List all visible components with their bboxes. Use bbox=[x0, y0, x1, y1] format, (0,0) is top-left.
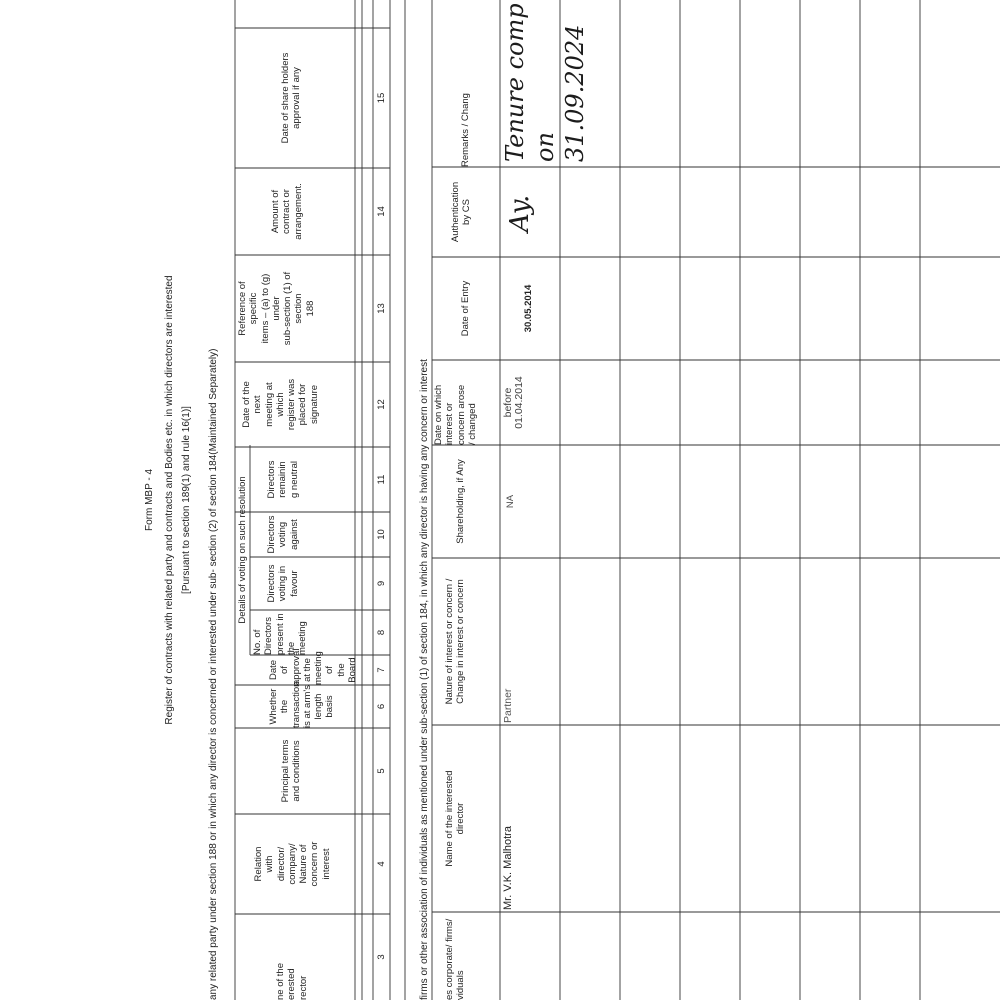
col-15-header: Date of share holders approval if any bbox=[280, 52, 303, 144]
form-pursuant: [Pursuant to section 189(1) and rule 16(1)] bbox=[181, 406, 192, 594]
date-arose-header: Date on which interest or concern arose / changed bbox=[433, 384, 478, 445]
col-9-number: 9 bbox=[376, 580, 387, 587]
remarks-cell: Tenure comp on 31.09.2024 bbox=[501, 3, 589, 162]
shareholding-header: Shareholding, if Any bbox=[455, 459, 466, 544]
date-arose-cell: before 01.04.2014 bbox=[502, 376, 526, 429]
part-b-heading: firms or other association of individuals as mentioned under sub-section (1) of section 184, in which any director is having any concern or interest bbox=[419, 359, 430, 1000]
col-15-number: 15 bbox=[376, 92, 387, 104]
remarks-header: Remarks / Chang bbox=[460, 93, 471, 167]
col-5-header: Principal terms and conditions bbox=[280, 739, 303, 803]
col-4-number: 4 bbox=[376, 861, 387, 867]
col-5-number: 5 bbox=[376, 768, 387, 774]
col-7-number: 7 bbox=[376, 667, 387, 673]
nature-of-interest-header: Nature of interest or concern / Change in interest or concern bbox=[444, 578, 467, 705]
body-corporate-header: es corporate/ firms/ viduals bbox=[444, 918, 467, 1000]
col-11-number: 11 bbox=[376, 474, 387, 485]
col-13-number: 13 bbox=[376, 303, 387, 314]
date-of-entry-header: Date of Entry bbox=[460, 280, 471, 337]
form-subtitle: Register of contracts with related party and contracts and Bodies etc. in which directors are interested bbox=[164, 275, 175, 725]
col-7-header: Date of approval at the meeting of the Board bbox=[268, 648, 359, 685]
part-a-heading: any related party under section 188 or in which any director is concerned or interested under sub- section (2) of section 184(Maintained Separately) bbox=[208, 348, 219, 1000]
shareholding-cell: NA bbox=[505, 494, 516, 509]
col-10-number: 10 bbox=[376, 529, 387, 540]
form-title: Form MBP - 4 bbox=[144, 468, 155, 532]
authentication-header: Authentication by CS bbox=[450, 181, 473, 243]
director-name-cell: Mr. V.K. Malhotra bbox=[502, 826, 514, 910]
date-of-entry-cell: 30.05.2014 bbox=[523, 284, 534, 333]
col-8-header: No. of Directors present in the meeting bbox=[252, 613, 309, 655]
col-3-number: 3 bbox=[376, 954, 387, 960]
col-10-header: Directors voting against bbox=[266, 515, 300, 554]
col-14-header: Amount of contract or arrangement. bbox=[270, 183, 304, 240]
interested-director-header: Name of the interested director bbox=[444, 770, 467, 867]
col-6-header: Whether the transaction is at arm's length basis bbox=[268, 681, 336, 728]
col-9-header: Directors voting in favour bbox=[266, 564, 300, 603]
col-13-header: Reference of specific items – (a) to (g) under sub-section (1) of section 188 bbox=[237, 271, 316, 346]
col-3-header: ne of the erested rector bbox=[275, 963, 309, 1000]
col-14-number: 14 bbox=[376, 206, 387, 217]
col-12-number: 12 bbox=[376, 399, 387, 410]
cs-signature: Ay. bbox=[505, 194, 535, 232]
col-11-header: Directors remainin g neutral bbox=[266, 460, 300, 499]
nature-cell: Partner bbox=[502, 688, 514, 723]
col-12-header: Date of the next meeting at which register was placed for signature bbox=[241, 378, 320, 431]
col-8-number: 8 bbox=[376, 629, 387, 636]
voting-group-header: Details of voting on such resolution bbox=[237, 476, 248, 624]
col-6-number: 6 bbox=[376, 703, 387, 710]
col-4-header: Relation with director/ company/ Nature of concern or interest bbox=[253, 841, 332, 887]
